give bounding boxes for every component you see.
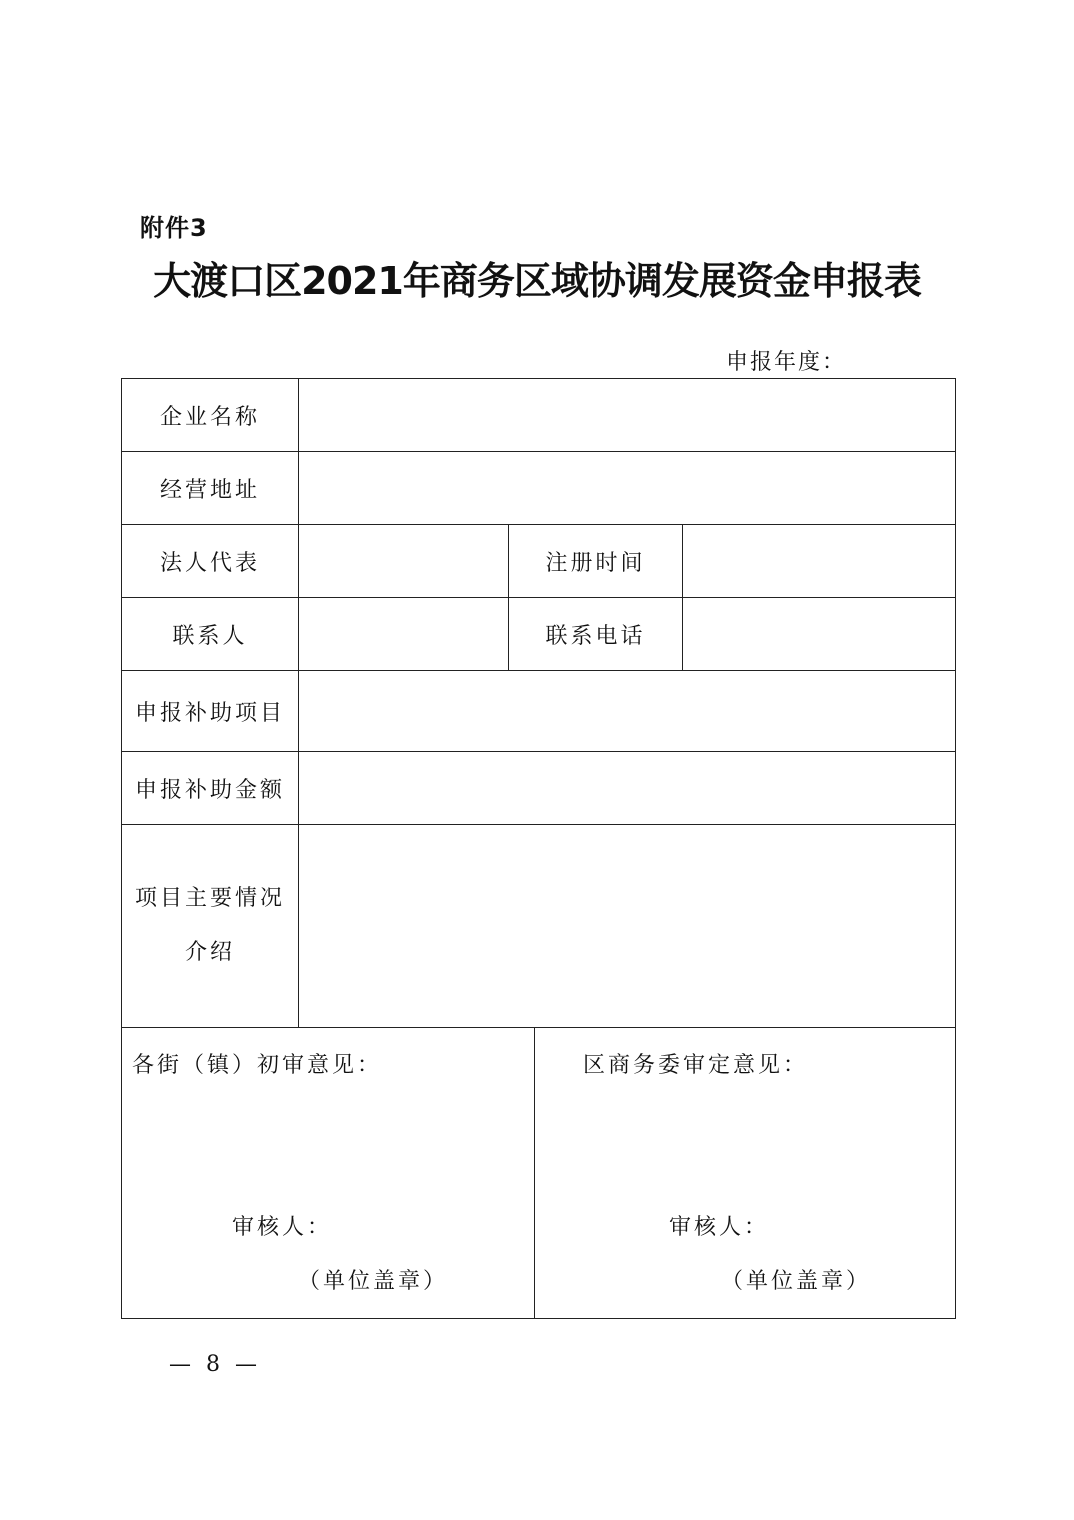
registration-time-field[interactable] [683, 525, 956, 598]
legal-rep-field[interactable] [299, 525, 509, 598]
company-name-label: 企业名称 [122, 379, 299, 452]
legal-rep-label: 法人代表 [122, 525, 299, 598]
project-intro-label [122, 825, 299, 1028]
row-project-intro [122, 825, 956, 1028]
street-reviewer-label: 审核人： [232, 1215, 333, 1240]
page-title: 大渡口区2021年商务区域协调发展资金申报表 [153, 259, 921, 303]
row-subsidy-project [122, 671, 956, 752]
row-subsidy-amount [122, 752, 956, 825]
contact-phone-field[interactable] [683, 598, 956, 671]
subsidy-amount-field[interactable] [299, 752, 956, 825]
business-address-label: 经营地址 [122, 452, 299, 525]
application-form [121, 378, 956, 1319]
row-business-address [122, 452, 956, 525]
row-company-name [122, 379, 956, 452]
street-review-cell[interactable] [122, 1028, 535, 1319]
street-seal-label: （单位盖章） [298, 1269, 449, 1294]
subsidy-project-label: 申报补助项目 [122, 671, 299, 752]
attachment-label: 附件3 [140, 214, 208, 242]
contact-phone-label: 联系电话 [509, 598, 683, 671]
commerce-reviewer-label: 审核人： [669, 1215, 770, 1240]
page-number: — 8 — [169, 1352, 261, 1377]
subsidy-amount-label: 申报补助金额 [122, 752, 299, 825]
row-legal-rep [122, 525, 956, 598]
project-intro-label-line1: 项目主要情况 [134, 886, 285, 911]
row-review [122, 1028, 956, 1319]
commerce-seal-label: （单位盖章） [721, 1269, 872, 1294]
registration-time-label: 注册时间 [509, 525, 683, 598]
commerce-opinion-label: 区商务委审定意见： [583, 1053, 809, 1078]
declare-year-label: 申报年度： [726, 350, 847, 375]
commerce-review-cell[interactable] [535, 1028, 956, 1319]
project-intro-field[interactable] [299, 825, 956, 1028]
subsidy-project-field[interactable] [299, 671, 956, 752]
contact-person-label: 联系人 [122, 598, 299, 671]
row-contact [122, 598, 956, 671]
project-intro-label-line2: 介绍 [184, 940, 235, 965]
street-opinion-label: 各街（镇）初审意见： [132, 1053, 383, 1078]
contact-person-field[interactable] [299, 598, 509, 671]
company-name-field[interactable] [299, 379, 956, 452]
business-address-field[interactable] [299, 452, 956, 525]
